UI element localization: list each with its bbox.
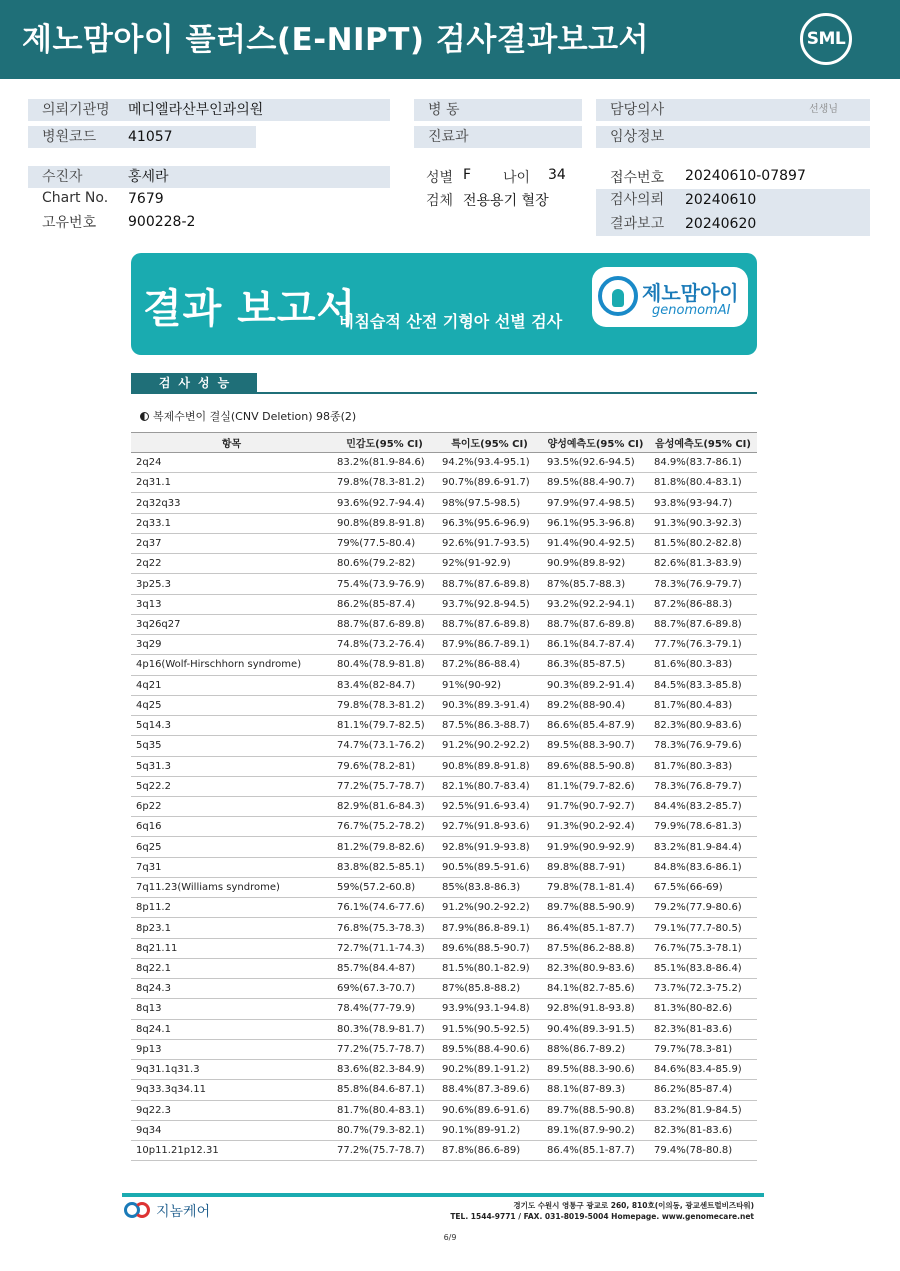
genomecare-logo-icon [124,1202,150,1218]
row-value: 93.8%(93-94.7) [649,493,757,513]
row-value: 67.5%(66-69) [649,877,757,897]
row-value: 79.1%(77.7-80.5) [649,918,757,938]
row-value: 85%(83.8-86.3) [437,877,542,897]
table-row [131,513,757,533]
table-row [131,837,757,857]
row-value: 93.9%(93.1-94.8) [437,999,542,1019]
dates-field [596,189,870,236]
row-item: 8p11.2 [131,898,332,918]
row-value: 92.6%(91.7-93.5) [437,533,542,553]
result-banner [131,253,757,355]
row-value: 89.1%(87.9-90.2) [542,1120,649,1140]
row-value: 89.6%(88.5-90.8) [542,756,649,776]
unique-no-value: 900228-2 [128,214,196,230]
table-row [131,675,757,695]
table-row [131,1140,757,1160]
clinical-info-label: 임상정보 [610,129,665,145]
row-value: 69%(67.3-70.7) [332,979,437,999]
receipt-no-label: 접수번호 [610,170,665,186]
sml-logo: SML [800,13,852,65]
requesting-institution-value: 메디엘라산부인과의원 [128,102,264,118]
row-value: 84.5%(83.3-85.8) [649,675,757,695]
table-row [131,554,757,574]
row-value: 72.7%(71.1-74.3) [332,938,437,958]
row-value: 87%(85.8-88.2) [437,979,542,999]
half-circle-icon [140,412,149,421]
row-item: 5q31.3 [131,756,332,776]
row-value: 90.6%(89.6-91.6) [437,1100,542,1120]
row-value: 82.3%(80.9-83.6) [649,716,757,736]
row-value: 88%(86.7-89.2) [542,1039,649,1059]
row-value: 73.7%(72.3-75.2) [649,979,757,999]
row-value: 82.1%(80.7-83.4) [437,776,542,796]
section-divider [131,392,757,394]
table-row [131,574,757,594]
table-row [131,473,757,493]
header-npv: 음성예측도(95% CI) [649,433,757,453]
row-value: 91.3%(90.2-92.4) [542,817,649,837]
row-value: 87.8%(86.6-89) [437,1140,542,1160]
row-value: 85.1%(83.8-86.4) [649,958,757,978]
specimen-label: 검체 [426,193,454,209]
row-value: 88.7%(87.6-89.8) [437,614,542,634]
row-item: 2q24 [131,453,332,473]
row-value: 86.1%(84.7-87.4) [542,635,649,655]
row-value: 81.1%(79.7-82.5) [332,716,437,736]
row-value: 90.5%(89.5-91.6) [437,857,542,877]
table-header-row [131,433,757,453]
row-value: 93.6%(92.7-94.4) [332,493,437,513]
table-row [131,614,757,634]
row-value: 91.5%(90.5-92.5) [437,1019,542,1039]
row-value: 87.9%(86.7-89.1) [437,635,542,655]
table-row [131,1039,757,1059]
row-value: 78.3%(76.9-79.7) [649,574,757,594]
genomom-logo-subtext: genomomAI [652,303,731,318]
footer-address: 경기도 수원시 영통구 광교로 260, 810호(이의동, 광교센트럴비즈타워) [513,1201,754,1210]
row-value: 88.7%(87.6-89.8) [332,614,437,634]
ward-field [414,99,582,121]
row-value: 77.2%(75.7-78.7) [332,1039,437,1059]
table-row [131,594,757,614]
table-row [131,898,757,918]
row-value: 90.3%(89.3-91.4) [437,695,542,715]
section-tab: 검사성능 [131,373,257,393]
header-specificity: 특이도(95% CI) [437,433,542,453]
row-item: 3q13 [131,594,332,614]
table-row [131,493,757,513]
unique-no-label: 고유번호 [42,215,97,231]
row-value: 87.9%(86.8-89.1) [437,918,542,938]
row-value: 91.2%(90.2-92.2) [437,736,542,756]
row-value: 76.1%(74.6-77.6) [332,898,437,918]
row-value: 89.6%(88.5-90.7) [437,938,542,958]
row-item: 5q35 [131,736,332,756]
row-value: 80.6%(79.2-82) [332,554,437,574]
row-value: 84.6%(83.4-85.9) [649,1060,757,1080]
footer-contact: TEL. 1544-9771 / FAX. 031-8019-5004 Homepage. www.genomecare.net [450,1212,754,1221]
row-value: 86.3%(85-87.5) [542,655,649,675]
row-value: 90.3%(89.2-91.4) [542,675,649,695]
table-row [131,635,757,655]
chart-no-label: Chart No. [42,190,109,206]
row-value: 82.9%(81.6-84.3) [332,796,437,816]
table-row [131,1080,757,1100]
age-value: 34 [548,167,566,183]
doctor-label: 담당의사 [610,102,665,118]
row-value: 92.7%(91.8-93.6) [437,817,542,837]
row-value: 97.9%(97.4-98.5) [542,493,649,513]
row-value: 90.2%(89.1-91.2) [437,1060,542,1080]
row-item: 8q24.3 [131,979,332,999]
header-item: 항목 [131,433,332,453]
row-value: 90.8%(89.8-91.8) [437,756,542,776]
row-value: 82.3%(81-83.6) [649,1019,757,1039]
row-item: 7q31 [131,857,332,877]
table-row [131,453,757,473]
sex-label: 성별 [426,170,454,186]
row-value: 87.5%(86.3-88.7) [437,716,542,736]
row-value: 90.4%(89.3-91.5) [542,1019,649,1039]
row-item: 10p11.21p12.31 [131,1140,332,1160]
row-value: 81.7%(80.3-83) [649,756,757,776]
row-item: 4p16(Wolf-Hirschhorn syndrome) [131,655,332,675]
table-row [131,1019,757,1039]
row-value: 96.3%(95.6-96.9) [437,513,542,533]
row-value: 85.7%(84.4-87) [332,958,437,978]
row-item: 9p13 [131,1039,332,1059]
doctor-suffix: 선생님 [809,104,838,115]
row-value: 86.4%(85.1-87.7) [542,918,649,938]
row-value: 96.1%(95.3-96.8) [542,513,649,533]
hospital-code-label: 병원코드 [42,129,97,145]
row-value: 82.3%(81-83.6) [649,1120,757,1140]
row-value: 89.5%(88.4-90.6) [437,1039,542,1059]
row-value: 79.6%(78.2-81) [332,756,437,776]
row-value: 83.4%(82-84.7) [332,675,437,695]
row-value: 84.8%(83.6-86.1) [649,857,757,877]
row-value: 93.5%(92.6-94.5) [542,453,649,473]
row-item: 3q29 [131,635,332,655]
row-value: 79.8%(78.3-81.2) [332,695,437,715]
row-value: 76.8%(75.3-78.3) [332,918,437,938]
row-value: 84.1%(82.7-85.6) [542,979,649,999]
row-value: 89.7%(88.5-90.8) [542,1100,649,1120]
performance-table [131,432,757,1161]
row-item: 7q11.23(Williams syndrome) [131,877,332,897]
row-value: 92.8%(91.8-93.8) [542,999,649,1019]
table-row [131,958,757,978]
row-value: 91%(90-92) [437,675,542,695]
row-value: 91.7%(90.7-92.7) [542,796,649,816]
hospital-code-value: 41057 [128,129,173,145]
request-date-value: 20240610 [685,192,757,208]
row-value: 83.2%(81.9-84.6) [332,453,437,473]
table-row [131,716,757,736]
row-item: 8p23.1 [131,918,332,938]
footer-divider [122,1193,764,1197]
request-date-label: 검사의뢰 [610,192,665,208]
table-row [131,695,757,715]
doctor-field [596,99,870,121]
table-row [131,756,757,776]
row-value: 86.4%(85.1-87.7) [542,1140,649,1160]
row-value: 82.3%(80.9-83.6) [542,958,649,978]
row-value: 91.2%(90.2-92.2) [437,898,542,918]
row-value: 74.8%(73.2-76.4) [332,635,437,655]
row-value: 90.9%(89.8-92) [542,554,649,574]
row-value: 86.2%(85-87.4) [649,1080,757,1100]
row-value: 81.1%(79.7-82.6) [542,776,649,796]
row-item: 9q22.3 [131,1100,332,1120]
table-row [131,938,757,958]
row-value: 90.8%(89.8-91.8) [332,513,437,533]
table-row [131,999,757,1019]
row-value: 74.7%(73.1-76.2) [332,736,437,756]
row-value: 88.4%(87.3-89.6) [437,1080,542,1100]
table-row [131,1100,757,1120]
row-value: 91.4%(90.4-92.5) [542,533,649,553]
table-row [131,1060,757,1080]
row-item: 8q13 [131,999,332,1019]
row-value: 81.3%(80-82.6) [649,999,757,1019]
report-date-label: 결과보고 [610,216,665,232]
row-value: 90.7%(89.6-91.7) [437,473,542,493]
row-value: 91.3%(90.3-92.3) [649,513,757,533]
requesting-institution-field [28,99,390,121]
row-item: 9q33.3q34.11 [131,1080,332,1100]
specimen-value: 전용용기 혈장 [463,193,549,209]
row-value: 94.2%(93.4-95.1) [437,453,542,473]
row-item: 8q21.11 [131,938,332,958]
row-item: 2q32q33 [131,493,332,513]
patient-field [28,166,390,188]
report-date-value: 20240620 [685,216,757,232]
row-item: 6q16 [131,817,332,837]
row-value: 89.5%(88.4-90.7) [542,473,649,493]
row-item: 8q22.1 [131,958,332,978]
row-item: 4q25 [131,695,332,715]
row-value: 92.8%(91.9-93.8) [437,837,542,857]
table-row [131,796,757,816]
header-bar [0,0,900,79]
table-row [131,877,757,897]
patient-name: 홍세라 [128,169,169,185]
row-value: 79.2%(77.9-80.6) [649,898,757,918]
row-item: 9q31.1q31.3 [131,1060,332,1080]
row-value: 93.2%(92.2-94.1) [542,594,649,614]
row-value: 86.6%(85.4-87.9) [542,716,649,736]
table-row [131,857,757,877]
patient-label: 수진자 [42,169,83,185]
row-value: 59%(57.2-60.8) [332,877,437,897]
clinical-info-field [596,126,870,148]
department-field [414,126,582,148]
table-row [131,533,757,553]
row-value: 89.5%(88.3-90.6) [542,1060,649,1080]
row-item: 3q26q27 [131,614,332,634]
receipt-no-value: 20240610-07897 [685,168,806,184]
row-value: 89.5%(88.3-90.7) [542,736,649,756]
table-row [131,1120,757,1140]
row-item: 6q25 [131,837,332,857]
requesting-institution-label: 의뢰기관명 [42,102,110,118]
row-value: 84.9%(83.7-86.1) [649,453,757,473]
row-value: 82.6%(81.3-83.9) [649,554,757,574]
table-row [131,736,757,756]
row-value: 79%(77.5-80.4) [332,533,437,553]
row-value: 78.3%(76.9-79.6) [649,736,757,756]
row-item: 2q22 [131,554,332,574]
row-item: 2q37 [131,533,332,553]
row-value: 76.7%(75.2-78.2) [332,817,437,837]
row-value: 88.7%(87.6-89.8) [649,614,757,634]
row-item: 9q34 [131,1120,332,1140]
report-title: 제노맘아이 플러스(E-NIPT) 검사결과보고서 [22,22,649,58]
row-value: 90.1%(89-91.2) [437,1120,542,1140]
row-item: 8q24.1 [131,1019,332,1039]
department-label: 진료과 [428,129,469,145]
row-item: 4q21 [131,675,332,695]
ward-label: 병 동 [428,102,460,118]
row-value: 89.2%(88-90.4) [542,695,649,715]
row-value: 98%(97.5-98.5) [437,493,542,513]
header-ppv: 양성예측도(95% CI) [542,433,649,453]
row-value: 87.5%(86.2-88.8) [542,938,649,958]
row-item: 6p22 [131,796,332,816]
table-row [131,979,757,999]
row-value: 81.8%(80.4-83.1) [649,473,757,493]
row-value: 79.9%(78.6-81.3) [649,817,757,837]
row-value: 76.7%(75.3-78.1) [649,938,757,958]
row-value: 81.5%(80.1-82.9) [437,958,542,978]
row-value: 81.5%(80.2-82.8) [649,533,757,553]
table-row [131,918,757,938]
row-value: 83.6%(82.3-84.9) [332,1060,437,1080]
row-value: 93.7%(92.8-94.5) [437,594,542,614]
section-note-text: 복제수변이 결실(CNV Deletion) 98종(2) [153,410,357,423]
row-value: 83.8%(82.5-85.1) [332,857,437,877]
row-value: 81.6%(80.3-83) [649,655,757,675]
hospital-code-field [28,126,256,148]
row-value: 78.4%(77-79.9) [332,999,437,1019]
banner-title: 결과 보고서 [143,286,357,332]
row-value: 78.3%(76.8-79.7) [649,776,757,796]
row-value: 89.7%(88.5-90.9) [542,898,649,918]
footer-company: 지놈케어 [156,1204,211,1220]
table-body [131,453,757,1161]
row-value: 92%(91-92.9) [437,554,542,574]
banner-subtitle: 비침습적 산전 기형아 선별 검사 [339,312,563,331]
row-value: 88.7%(87.6-89.8) [542,614,649,634]
sex-value: F [463,167,472,183]
row-value: 87.2%(86-88.4) [437,655,542,675]
genomom-emblem-icon [598,276,638,316]
page-number: 6/9 [443,1233,457,1242]
row-value: 79.4%(78-80.8) [649,1140,757,1160]
table-row [131,776,757,796]
row-value: 79.8%(78.1-81.4) [542,877,649,897]
row-value: 80.4%(78.9-81.8) [332,655,437,675]
row-item: 3p25.3 [131,574,332,594]
chart-no-value: 7679 [128,191,164,207]
genomom-logo-text: 제노맘아이 [642,281,739,305]
row-value: 79.7%(78.3-81) [649,1039,757,1059]
footer-address-block [450,1200,754,1222]
row-item: 2q31.1 [131,473,332,493]
row-value: 75.4%(73.9-76.9) [332,574,437,594]
row-value: 77.2%(75.7-78.7) [332,776,437,796]
table-row [131,817,757,837]
row-value: 80.7%(79.3-82.1) [332,1120,437,1140]
row-value: 87.2%(86-88.3) [649,594,757,614]
row-value: 81.7%(80.4-83.1) [332,1100,437,1120]
section-note [140,408,356,424]
row-value: 89.8%(88.7-91) [542,857,649,877]
row-value: 80.3%(78.9-81.7) [332,1019,437,1039]
table-row [131,655,757,675]
row-value: 91.9%(90.9-92.9) [542,837,649,857]
header-sensitivity: 민감도(95% CI) [332,433,437,453]
row-item: 5q22.2 [131,776,332,796]
row-item: 5q14.3 [131,716,332,736]
row-value: 87%(85.7-88.3) [542,574,649,594]
row-item: 2q33.1 [131,513,332,533]
row-value: 92.5%(91.6-93.4) [437,796,542,816]
row-value: 86.2%(85-87.4) [332,594,437,614]
age-label: 나이 [503,170,531,186]
row-value: 81.2%(79.8-82.6) [332,837,437,857]
row-value: 81.7%(80.4-83) [649,695,757,715]
row-value: 77.2%(75.7-78.7) [332,1140,437,1160]
row-value: 84.4%(83.2-85.7) [649,796,757,816]
row-value: 83.2%(81.9-84.4) [649,837,757,857]
row-value: 77.7%(76.3-79.1) [649,635,757,655]
genomom-logo [592,267,748,327]
row-value: 85.8%(84.6-87.1) [332,1080,437,1100]
row-value: 83.2%(81.9-84.5) [649,1100,757,1120]
row-value: 79.8%(78.3-81.2) [332,473,437,493]
row-value: 88.1%(87-89.3) [542,1080,649,1100]
row-value: 88.7%(87.6-89.8) [437,574,542,594]
